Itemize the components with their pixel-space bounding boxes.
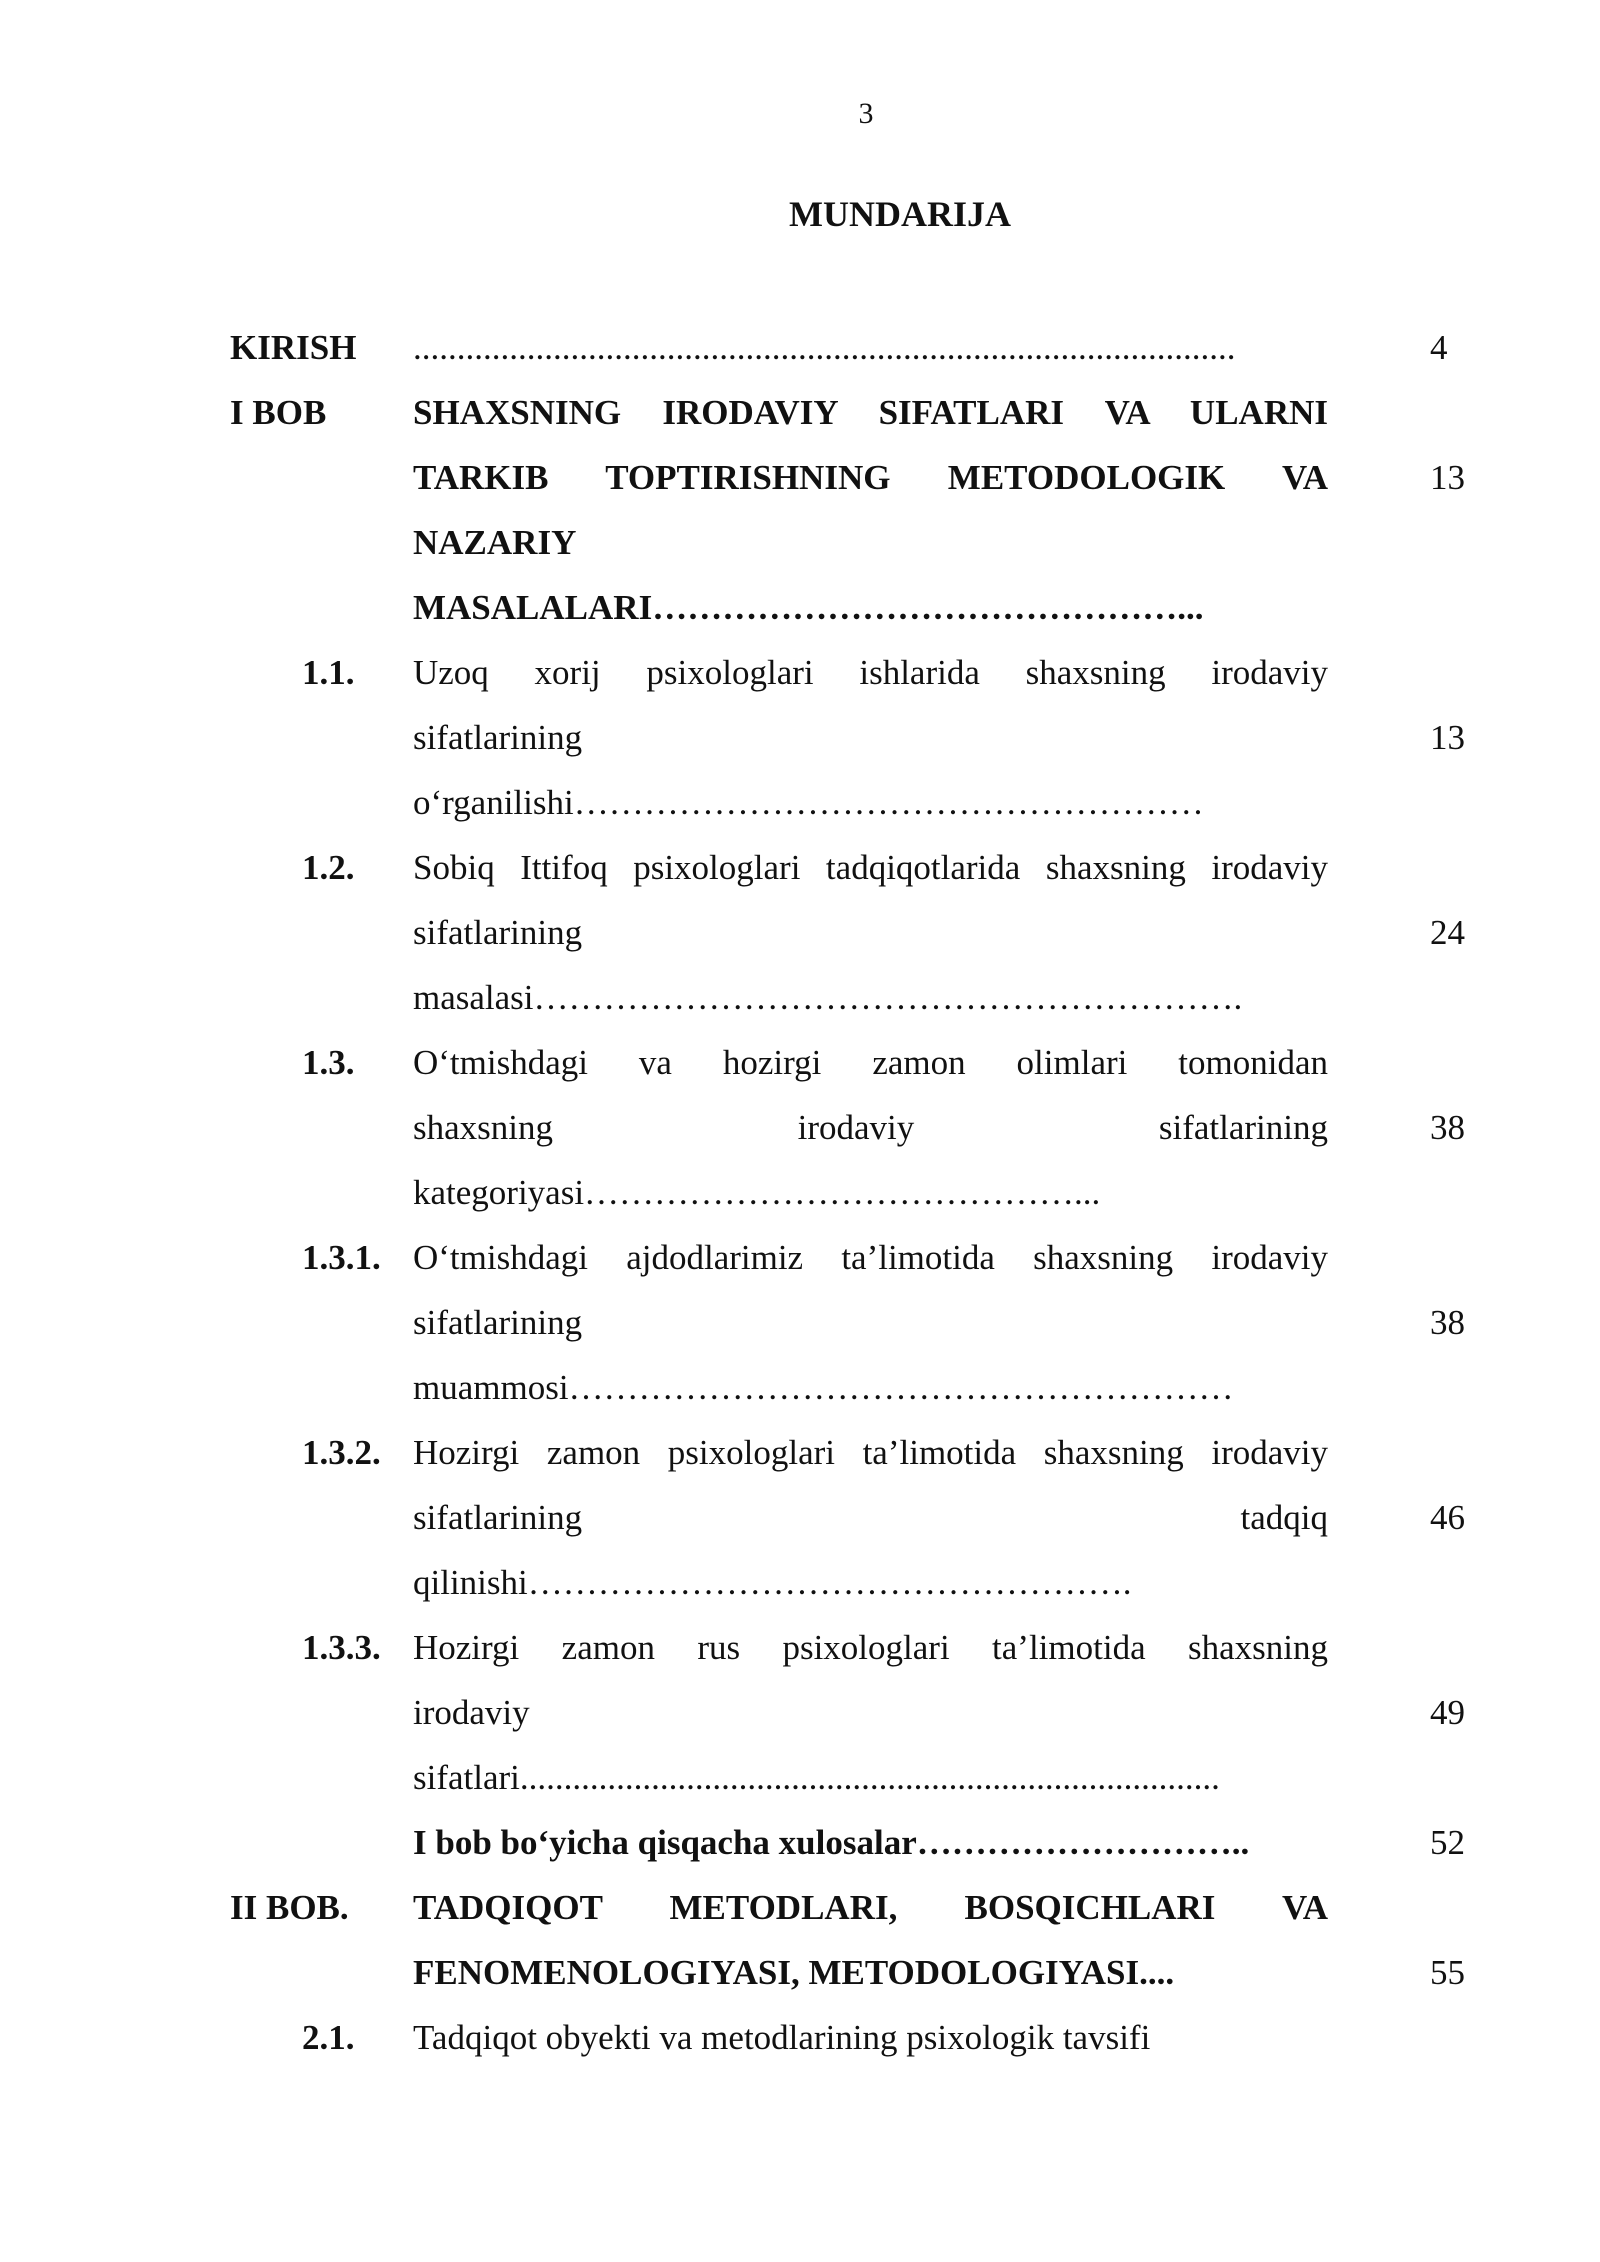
toc-entry-line: qilinishi…………………………………………….	[413, 1563, 1132, 1602]
toc-entry[interactable]	[0, 380, 1600, 640]
toc-entry-number: 1.3.	[302, 1043, 355, 1082]
toc-entry-title	[413, 2005, 1328, 2070]
toc-entry-title	[413, 1030, 1328, 1225]
toc-entry-line: o‘rganilishi………………………………………………	[413, 783, 1204, 822]
toc-entry-line: TADQIQOT METODLARI, BOSQICHLARI VA	[413, 1888, 1328, 1927]
toc-entry-title	[413, 1875, 1328, 2005]
toc-entry[interactable]	[0, 1420, 1600, 1615]
toc-entry-line: sifatlarining	[413, 1303, 583, 1342]
page-title: MUNDARIJA	[789, 194, 1011, 234]
toc-entry[interactable]	[0, 1225, 1600, 1420]
toc-entry-line: shaxsning irodaviy sifatlarining	[413, 1108, 1328, 1147]
toc-entry-page: 4	[1430, 328, 1448, 367]
toc-entry-page: 49	[1430, 1693, 1465, 1732]
toc-entry-title	[413, 1420, 1328, 1615]
toc-entry[interactable]	[0, 315, 1600, 380]
toc-entry-page: 55	[1430, 1953, 1465, 1992]
toc-entry-line: muammosi…………………………………………………	[413, 1368, 1234, 1407]
toc-entry-number: 1.3.2.	[302, 1433, 381, 1472]
toc-entry-line: TARKIB TOPTIRISHNING METODOLOGIK VA	[413, 458, 1328, 497]
page-number: 3	[858, 97, 874, 130]
toc-entry-title	[413, 835, 1328, 1030]
toc-entry-line: sifatlarining	[413, 718, 583, 757]
toc-entry-number: 1.1.	[302, 653, 355, 692]
toc-entry-line: sifatlarining tadqiq	[413, 1498, 1328, 1537]
toc-entry-line: Hozirgi zamon psixologlari ta’limotida shaxsning irodaviy	[413, 1433, 1328, 1472]
toc-entry-page: 38	[1430, 1108, 1465, 1147]
table-of-contents	[0, 315, 1600, 2070]
toc-entry[interactable]	[0, 1615, 1600, 1810]
toc-entry-page: 52	[1430, 1823, 1465, 1862]
toc-entry-title	[413, 1615, 1328, 1810]
toc-entry-title	[413, 380, 1328, 640]
toc-entry[interactable]	[0, 1875, 1600, 2005]
toc-entry-line: kategoriyasi……………………………………...	[413, 1173, 1101, 1212]
toc-entry-line: sifatlarining	[413, 913, 583, 952]
toc-entry-title	[413, 640, 1328, 835]
toc-entry-line: MASALALARI………………………………………...	[413, 588, 1204, 627]
toc-entry-page: 13	[1430, 458, 1465, 497]
toc-entry-line: NAZARIY	[413, 523, 577, 562]
toc-entry-page: 46	[1430, 1498, 1465, 1537]
toc-entry-line: O‘tmishdagi ajdodlarimiz ta’limotida shaxsning irodaviy	[413, 1238, 1328, 1277]
toc-entry-title	[413, 1225, 1328, 1420]
toc-entry-line: FENOMENOLOGIYASI, METODOLOGIYASI....	[413, 1953, 1175, 1992]
toc-entry-line: O‘tmishdagi va hozirgi zamon olimlari tomonidan	[413, 1043, 1328, 1082]
toc-entry-page: 24	[1430, 913, 1465, 952]
toc-entry[interactable]	[0, 835, 1600, 1030]
toc-entry-line: irodaviy	[413, 1693, 530, 1732]
toc-entry[interactable]	[0, 1810, 1600, 1875]
toc-entry-line: ..............................................................................................	[413, 328, 1236, 367]
toc-entry-line: I bob bo‘yicha qisqacha xulosalar………………………..	[413, 1823, 1250, 1862]
toc-entry-number: I BOB	[230, 393, 327, 432]
toc-entry[interactable]	[0, 2005, 1600, 2070]
toc-entry-number: 1.3.3.	[302, 1628, 381, 1667]
toc-entry-number: II BOB.	[230, 1888, 349, 1927]
toc-entry-line: Tadqiqot obyekti va metodlarining psixologik tavsifi	[413, 2018, 1151, 2057]
toc-entry[interactable]	[0, 640, 1600, 835]
toc-entry-title	[413, 1810, 1328, 1875]
toc-entry-number: 1.2.	[302, 848, 355, 887]
toc-entry-title	[413, 315, 1328, 380]
toc-entry-line: sifatlari................................................................................	[413, 1758, 1220, 1797]
toc-entry-number: KIRISH	[230, 328, 357, 367]
toc-entry-line: masalasi…………………………………………………….	[413, 978, 1243, 1017]
toc-entry-number: 1.3.1.	[302, 1238, 381, 1277]
toc-entry-line: Sobiq Ittifoq psixologlari tadqiqotlarida shaxsning irodaviy	[413, 848, 1328, 887]
toc-entry-line: Uzoq xorij psixologlari ishlarida shaxsning irodaviy	[413, 653, 1328, 692]
toc-entry-number: 2.1.	[302, 2018, 355, 2057]
toc-entry[interactable]	[0, 1030, 1600, 1225]
toc-entry-line: Hozirgi zamon rus psixologlari ta’limotida shaxsning	[413, 1628, 1328, 1667]
toc-entry-page: 38	[1430, 1303, 1465, 1342]
toc-entry-page: 13	[1430, 718, 1465, 757]
toc-entry-line: SHAXSNING IRODAVIY SIFATLARI VA ULARNI	[413, 393, 1328, 432]
